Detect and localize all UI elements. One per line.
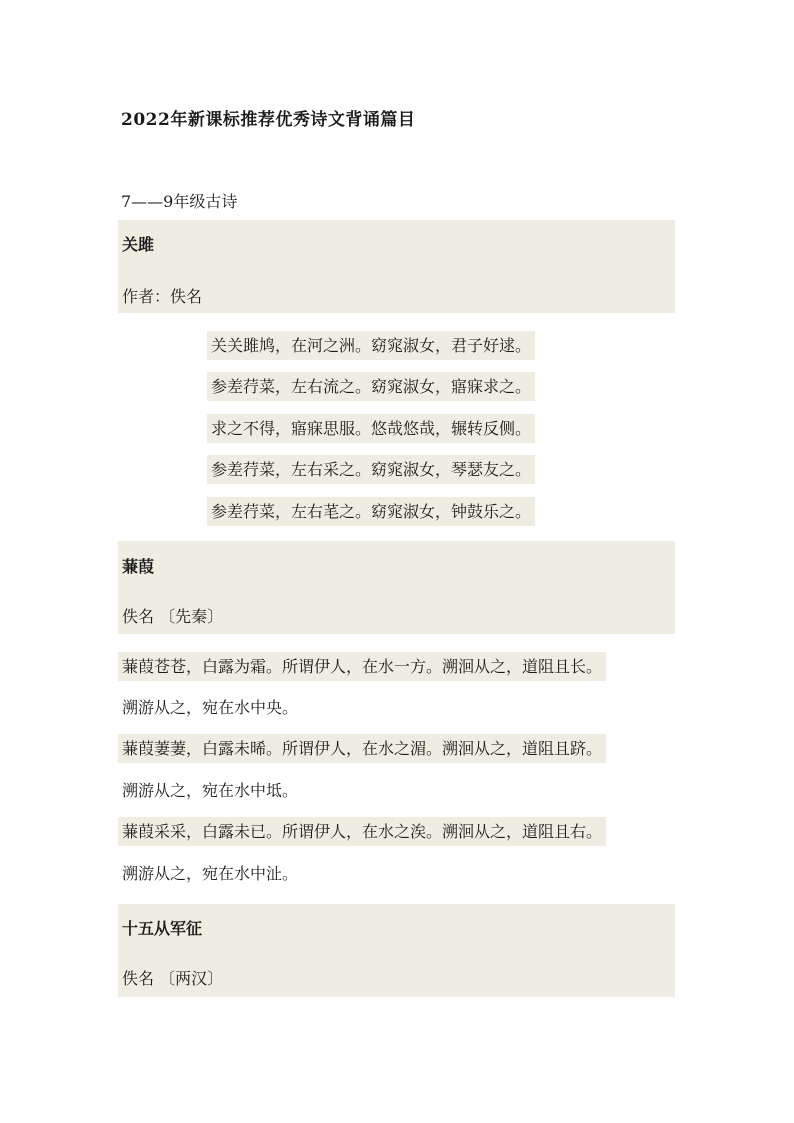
poem-line: 求之不得，寤寐思服。悠哉悠哉，辗转反侧。 bbox=[207, 414, 535, 443]
poem-line: 参差荇菜，左右采之。窈窕淑女，琴瑟友之。 bbox=[207, 455, 535, 484]
poem-title: 关雎 bbox=[122, 235, 155, 254]
poem-title: 蒹葭 bbox=[122, 557, 155, 576]
document-title: 2022年新课标推荐优秀诗文背诵篇目 bbox=[121, 110, 416, 130]
section-heading: 7——9年级古诗 bbox=[121, 192, 238, 211]
poem-author: 作者：佚名 bbox=[122, 287, 203, 306]
poem-line: 关关雎鸠，在河之洲。窈窕淑女，君子好逑。 bbox=[207, 331, 535, 360]
poem-line: 蒹葭采采，白露未已。所谓伊人，在水之涘。溯洄从之，道阻且右。 bbox=[118, 817, 606, 846]
poem-author: 佚名 〔两汉〕 bbox=[122, 969, 224, 988]
poem-line: 溯游从之，宛在水中坻。 bbox=[122, 781, 299, 800]
poem-line: 蒹葭萋萋，白露未晞。所谓伊人，在水之湄。溯洄从之，道阻且跻。 bbox=[118, 734, 606, 763]
poem-line: 蒹葭苍苍，白露为霜。所谓伊人，在水一方。溯洄从之，道阻且长。 bbox=[118, 652, 606, 681]
poem-line: 参差荇菜，左右芼之。窈窕淑女，钟鼓乐之。 bbox=[207, 497, 535, 526]
poem-line: 参差荇菜，左右流之。窈窕淑女，寤寐求之。 bbox=[207, 372, 535, 401]
poem-line: 溯游从之，宛在水中央。 bbox=[122, 698, 299, 717]
poem-line: 溯游从之，宛在水中沚。 bbox=[122, 864, 299, 883]
poem-author: 佚名 〔先秦〕 bbox=[122, 607, 224, 626]
poem-title: 十五从军征 bbox=[122, 919, 203, 938]
